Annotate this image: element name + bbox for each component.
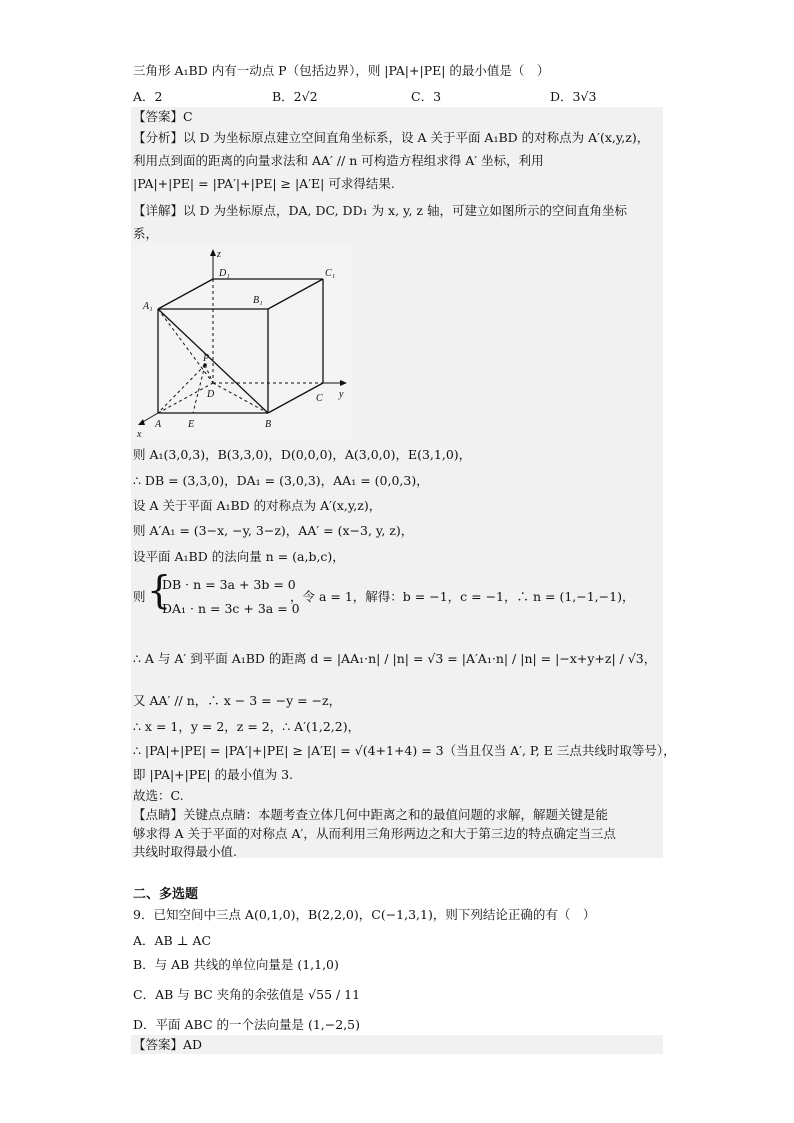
cube-diagram xyxy=(133,243,353,441)
option-c: C．3 xyxy=(411,89,442,104)
symmetric-point-line: 设 A 关于平面 A₁BD 的对称点为 A′(x,y,z)， xyxy=(133,498,382,513)
system-eq-1: DB · n = 3a + 3b = 0 xyxy=(162,577,296,592)
q9-option-c: C．AB 与 BC 夹角的余弦值是 √55 / 11 xyxy=(133,987,361,1002)
label-b1: B₁ xyxy=(253,295,263,306)
analysis-line-1: 【分析】以 D 为坐标原点建立空间直角坐标系，设 A 关于平面 A₁BD 的对称点为 A′(x,y,z)， xyxy=(133,130,650,145)
label-z: z xyxy=(217,249,221,260)
label-d: D xyxy=(207,389,215,400)
system-brace: { xyxy=(147,568,172,612)
system-eq-2: DA₁ · n = 3c + 3a = 0 xyxy=(162,601,300,616)
comment-line-2: 够求得 A 关于平面的对称点 A′，从而利用三角形两边之和大于第三边的特点确定当三点 xyxy=(133,826,616,841)
detail-line-2: 系， xyxy=(133,226,159,241)
edge-a1-d1 xyxy=(158,279,213,309)
label-c: C xyxy=(316,393,323,404)
solve-line: ∴ x = 1，y = 2，z = 2，∴ A′(1,2,2)， xyxy=(133,719,361,734)
question-8-stem: 三角形 A₁BD 内有一动点 P（包括边界），则 |PA|+|PE| 的最小值是（ ） xyxy=(133,63,550,78)
q9-option-a: A．AB ⊥ AC xyxy=(133,933,212,948)
option-d: D．3√3 xyxy=(550,89,597,104)
parallel-line: 又 AA′ // n，∴ x − 3 = −y = −z， xyxy=(133,693,342,708)
hidden-edge-a1-d xyxy=(158,309,213,383)
q9-option-b: B．与 AB 共线的单位向量是 (1,1,0) xyxy=(133,957,339,972)
comment-line-1: 【点睛】关键点点睛：本题考查立体几何中距离之和的最值问题的求解，解题关键是能 xyxy=(133,807,609,822)
question-9-stem: 9．已知空间中三点 A(0,1,0)，B(2,2,0)，C(−1,3,1)，则下列结论正确的有（ ） xyxy=(133,907,596,922)
analysis-line-3: |PA|+|PE| = |PA′|+|PE| ≥ |A′E| 可求得结果. xyxy=(133,176,395,191)
section-heading: 二、多选题 xyxy=(133,887,199,902)
comment-line-3: 共线时取得最小值. xyxy=(133,844,237,859)
system-solution: ，令 a = 1，解得：b = −1，c = −1，∴ n = (1,−1,−1)， xyxy=(290,589,635,604)
label-p: P xyxy=(203,353,210,364)
label-y: y xyxy=(339,389,344,400)
distance-line: ∴ A 与 A′ 到平面 A₁BD 的距离 d = |AA₁·n| / |n| = √3 = |A′A₁·n| / |n| = |−x+y+z| / √3， xyxy=(133,651,657,666)
label-a1: A₁ xyxy=(143,301,153,312)
option-b: B．2√2 xyxy=(272,89,318,104)
normal-vector-line: 设平面 A₁BD 的法向量 n = (a,b,c)， xyxy=(133,549,345,564)
answer-label: 【答案】C xyxy=(133,109,193,124)
option-a: A．2 xyxy=(133,89,163,104)
hidden-edge-a-d xyxy=(158,383,213,413)
y-axis-arrow xyxy=(340,380,347,386)
dashed-p-a xyxy=(158,365,205,413)
system-prefix: 则 xyxy=(133,589,146,604)
x-axis-arrow xyxy=(138,419,145,425)
label-x: x xyxy=(137,429,142,440)
label-c1: C₁ xyxy=(325,268,336,279)
label-b: B xyxy=(265,419,272,430)
vectors-line: ∴ DB = (3,3,0)，DA₁ = (3,0,3)，AA₁ = (0,0,3)， xyxy=(133,473,429,488)
q9-answer: 【答案】AD xyxy=(133,1037,203,1052)
label-a: A xyxy=(155,419,162,430)
label-e: E xyxy=(188,419,195,430)
cube-figure xyxy=(133,243,353,441)
dashed-p-e xyxy=(193,365,205,413)
detail-line-1: 【详解】以 D 为坐标原点，DA, DC, DD₁ 为 x, y, z 轴，可建立如图所示的空间直角坐标 xyxy=(133,203,627,218)
label-d1: D₁ xyxy=(219,268,230,279)
q9-option-d: D．平面 ABC 的一个法向量是 (1,−2,5) xyxy=(133,1017,360,1032)
coords-line: 则 A₁(3,0,3)，B(3,3,0)，D(0,0,0)，A(3,0,0)，E(3,1,0)， xyxy=(133,447,472,462)
minimum-line: 即 |PA|+|PE| 的最小值为 3. xyxy=(133,767,293,782)
answer-shade xyxy=(131,1035,663,1054)
choice-line: 故选：C. xyxy=(133,788,184,803)
inequality-line: ∴ |PA|+|PE| = |PA′|+|PE| ≥ |A′E| = √(4+1+4) = 3（当且仅当 A′, P, E 三点共线时取等号）， xyxy=(133,743,676,758)
analysis-line-2: 利用点到面的距离的向量求法和 AA′ // n 可构造方程组求得 A′ 坐标，利用 xyxy=(133,153,544,168)
z-axis-arrow xyxy=(210,249,216,256)
edge-b-c xyxy=(268,383,323,413)
vector-coords-line: 则 A′A₁ = (3−x, −y, 3−z)，AA′ = (x−3, y, z)， xyxy=(133,523,414,538)
edge-b1-c1 xyxy=(268,279,323,309)
